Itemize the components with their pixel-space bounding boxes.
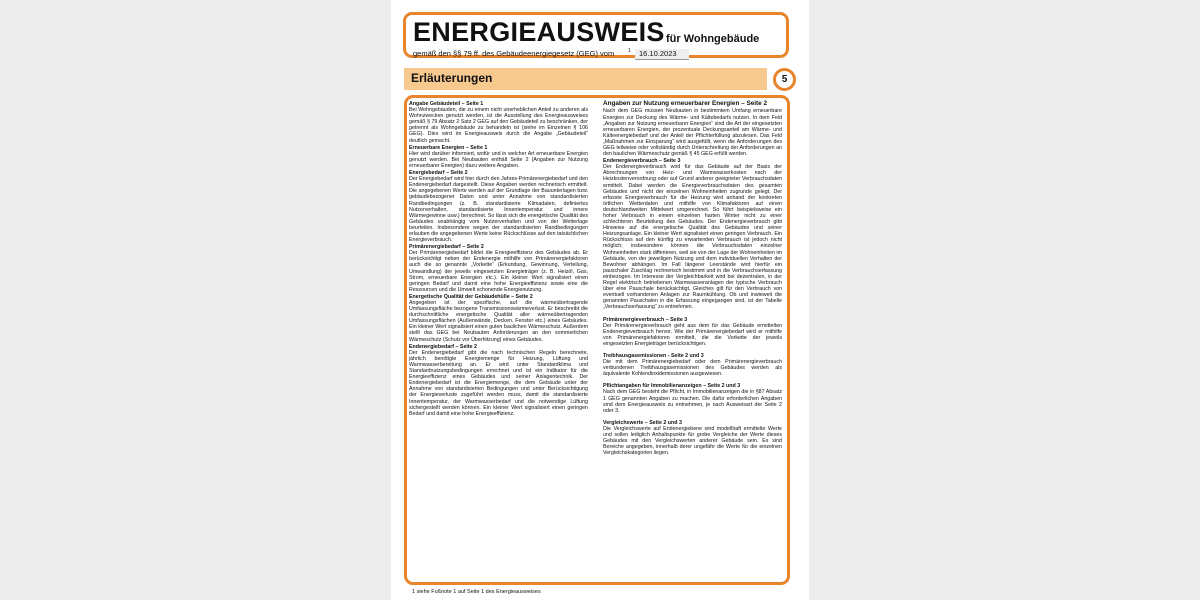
- explanation-text: Der Primärenergieverbrauch geht aus dem für das Gebäude ermittelten Endenergieverbrauch hervor. Wie der Primärenergiebedarf wird er mithilfe von Primärenergiefaktoren ermittelt, die die Vorkette der jeweils eingesetzten Energieträger berücksichtigen.: [603, 322, 782, 347]
- issue-date-field: 16.10.2023: [635, 49, 689, 60]
- document-title: ENERGIEAUSWEIS: [413, 17, 665, 47]
- legal-basis: gemäß den §§ 79 ff. des Gebäudeenergiegesetz (GEG) vom: [413, 49, 615, 58]
- explanation-heading: Vergleichswerte – Seite 2 und 3: [603, 419, 682, 426]
- explanation-text: Nach dem GEG müssen Neubauten in bestimmtem Umfang erneuerbare Energien zur Deckung des Wärme- und Kältebedarfs nutzen. In dem Feld „Angaben zur Nutzung erneuerbarer Energien“ sind die Art der eingesetzten erneuerbaren Energien, der prozentuale Deckungsanteil am Wärme- und Kälteenergiebedarf und der Anteil der Pflichterfüllung abzulesen. Das Feld „Maßnahmen zur Einsparung“ wird ausgefüllt, wenn die Anforderungen des GEG teilweise oder vollständig durch Unterschreitung der Anforderungen an den baulichen Wärmeschutz gemäß § 45 GEG erfüllt werden.: [603, 108, 782, 158]
- explanation-heading: Angabe Gebäudeteil – Seite 1: [409, 101, 484, 107]
- explanation-heading: Pflichtangaben für Immobilienanzeigen – Seite 2 und 3: [603, 383, 741, 390]
- explanation-heading: Angaben zur Nutzung erneuerbarer Energien – Seite 2: [603, 100, 768, 107]
- explanation-block: [409, 294, 588, 343]
- document-page: [391, 0, 809, 600]
- right-column: [603, 100, 782, 457]
- explanation-text: Hier wird darüber informiert, wofür und in welcher Art erneuerbare Energien genutzt werden. Bei Neubauten enthält Seite 2 (Angaben zur Nutzung erneuerbarer Energien) dazu weitere Angaben.: [409, 150, 588, 169]
- section-header: [404, 68, 767, 90]
- explanation-block: [603, 317, 782, 347]
- section-title: Erläuterungen: [411, 71, 493, 85]
- document-subtitle: für Wohngebäude: [666, 33, 760, 45]
- explanation-block: [409, 344, 588, 417]
- explanations-box: [404, 95, 790, 585]
- explanation-block: [409, 244, 588, 293]
- explanation-heading: Endenergieverbrauch – Seite 3: [603, 158, 681, 165]
- explanation-block: [409, 101, 588, 144]
- explanation-block: [603, 420, 782, 457]
- explanation-block: [603, 158, 782, 310]
- explanation-text: Der Primärenergiebedarf bildet die Energieeffizienz des Gebäudes ab. Er berücksichtigt neben der Endenergie mithilfe von Primärenergiefaktoren auch die so genannte „Vorkette“ (Erkundung, Gewinnung, Verteilung, Umwandlung) der jeweils eingesetzten Energieträger (z. B. Heizöl, Gas, Strom, erneuerbare Energien etc.). Ein kleiner Wert signalisiert einen geringen Bedarf und damit eine hohe Energieeffizienz sowie eine die Ressourcen und die Umwelt schonende Energienutzung.: [409, 250, 588, 293]
- explanation-text: Bei Wohngebäuden, die zu einem nicht unerheblichen Anteil zu anderen als Wohnzwecken genutzt werden, ist die Ausstellung des Energieausweises gemäß § 79 Absatz 2 Satz 2 GEG auf den Gebäudeteil zu beschränken, der getrennt als Wohngebäude zu behandeln ist (siehe im Einzelnen § 106 GEG). Dies wird im Energieausweis durch die Angabe „Gebäudeteil“ deutlich gemacht.: [409, 107, 588, 144]
- explanation-text: Der Endenergiebedarf gibt die nach technischen Regeln berechnete, jährlich benötigte Energiemenge für Heizung, Lüftung und Warmwasserbereitung an. Er wird unter Standardklima und Standardnutzungsbedingungen errechnet und ist ein Indikator für die Energieeffizienz eines Gebäudes und seiner Anlagentechnik. Der Endenergiebedarf ist die Energiemenge, die dem Gebäude unter der Annahme von standardisierten Bedingungen und unter Berücksichtigung der Energieverluste zugeführt werden muss, damit die standardisierte Innentemperatur, der Warmwasserbedarf und die notwendige Lüftung sichergestellt werden können. Ein kleiner Wert signalisiert einen geringen Bedarf und damit eine hohe Energieeffizienz.: [409, 349, 588, 417]
- explanation-heading: Primärenergiebedarf – Seite 2: [409, 244, 484, 251]
- footnote-mark: 1: [628, 48, 631, 54]
- explanation-text: Die mit dem Primärenergiebedarf oder dem Primärenergieverbrauch verbundenen Treibhausgasemissionen des Gebäudes werden als äquivalente Kohlendioxidemissionen ausgewiesen.: [603, 359, 782, 378]
- explanation-block: [409, 145, 588, 169]
- explanation-heading: Energiebedarf – Seite 2: [409, 170, 468, 177]
- footnote: 1 siehe Fußnote 1 auf Seite 1 des Energieausweises: [412, 589, 541, 595]
- explanation-text: Die Vergleichswerte auf Endenergiebene sind modellhaft ermittelte Werte und sollen lediglich Anhaltspunkte für grobe Vergleiche der Werte dieses Gebäudes mit den Vergleichswerten anderer Gebäude sein. Es sind Bereiche angegeben, innerhalb derer ungefähr die Werte für die einzelnen Vergleichskategorien liegen.: [603, 425, 782, 457]
- left-column: [409, 101, 588, 418]
- explanation-block: [603, 100, 782, 157]
- explanation-heading: Erneuerbare Energien – Seite 1: [409, 144, 488, 151]
- explanation-text: Angegeben ist der spezifische, auf die wärmeübertragende Umfassungsfläche bezogene Transmissionswärmeverlust. Er beschreibt die durchschnittliche energetische Qualität aller wärmeübertragenden Umfassungsflächen (Außenwände, Decken, Fenster etc.) eines Gebäudes. Ein kleiner Wert signalisiert einen guten baulichen Wärmeschutz. Außerdem stellt das GEG bei Neubauten Anforderungen an den sommerlichen Wärmeschutz (Schutz vor Überhitzung) eines Gebäudes.: [409, 300, 588, 343]
- explanation-heading: Treibhausgasemissionen - Seite 2 und 3: [603, 352, 704, 359]
- header-box: [403, 12, 789, 58]
- explanation-block: [603, 353, 782, 377]
- explanation-text: Der Endenergieverbrauch wird für das Gebäude auf der Basis der Abrechnungen von Heiz- und Warmwasserkosten nach der Heizkostenverordnung oder auf Grund anderer geeigneter Verbrauchsdaten ermittelt. Dabei werden die Energieverbrauchsdaten des gesamten Gebäudes und nicht der einzelnen Wohneinheiten zugrunde gelegt. Der erfasste Energieverbrauch für die Heizung wird anhand der konkreten örtlichen Wetterdaten und mithilfe von Klimafaktoren auf einen deutschlandweiten Mittelwert umgerechnet. So führt beispielsweise ein hoher Verbrauch in einem einzelnen harten Winter nicht zu einer schlechteren Beurteilung des Gebäudes. Der Endenergieverbrauch gibt Hinweise auf die energetische Qualität des Gebäudes und seiner Heizungsanlage. Ein kleiner Wert signalisiert einen geringen Verbrauch. Ein Rückschluss auf den künftig zu erwartenden Verbrauch ist jedoch nicht möglich; insbesondere können die Verbrauchsdaten einzelner Wohneinheiten stark differieren, weil sie von der Lage der Wohneinheiten im Gebäude, von der jeweiligen Nutzung und dem individuellen Verhalten der Bewohner abhängen. Im Fall längerer Leerstände wird hierfür ein pauschaler Zuschlag rechnerisch bestimmt und in die Verbrauchserfassung einbezogen. Im Interesse der Vergleichbarkeit wird bei dezentralen, in der Regel elektrisch betriebenen Warmwasseranlagen der typische Verbrauch über eine Pauschale berücksichtigt. Gleiches gilt für den Verbrauch von eventuell vorhandenen Anlagen zur Raumkühlung. Ob und inwieweit die genannten Pauschalen in die Erfassung eingegangen sind, ist der Tabelle „Verbrauchserfassung“ zu entnehmen.: [603, 164, 782, 311]
- explanation-heading: Primärenergieverbrauch – Seite 3: [603, 316, 688, 323]
- explanation-heading: Endenergiebedarf – Seite 2: [409, 343, 478, 350]
- explanation-text: Der Energiebedarf wird hier durch den Jahres-Primärenergiebedarf und den Endenergiebedarf dargestellt. Diese Angaben werden rechnerisch ermittelt. Die angegebenen Werte werden auf der Grundlage der Bauunterlagen bzw. gebäudebezogener Daten und unter Annahme von standardisierten Randbedingungen (z. B. standardisierte Klimadaten, definiertes Nutzerverhalten, standardisierte Innentemperatur und innere Wärmegewinne usw.) berechnet. So lässt sich die energetische Qualität des Gebäudes unabhängig vom Nutzerverhalten und von der Wetterlage beurteilen. Insbesondere wegen der standardisierten Randbedingungen erlauben die angegebenen Werte keine Rückschlüsse auf den tatsächlichen Energieverbrauch.: [409, 176, 588, 244]
- explanation-heading: Energetische Qualität der Gebäudehülle – Seite 2: [409, 293, 533, 300]
- page-number-badge: 5: [773, 68, 796, 91]
- explanation-block: [409, 170, 588, 243]
- explanation-block: [603, 383, 782, 413]
- explanation-text: Nach dem GEG besteht die Pflicht, in Immobilienanzeigen die in §87 Absatz 1 GEG genannten Angaben zu machen. Die dafür erforderlichen Angaben sind dem Energieausweis zu entnehmen, je nach Ausweisart der Seite 2 oder 3.: [603, 389, 782, 414]
